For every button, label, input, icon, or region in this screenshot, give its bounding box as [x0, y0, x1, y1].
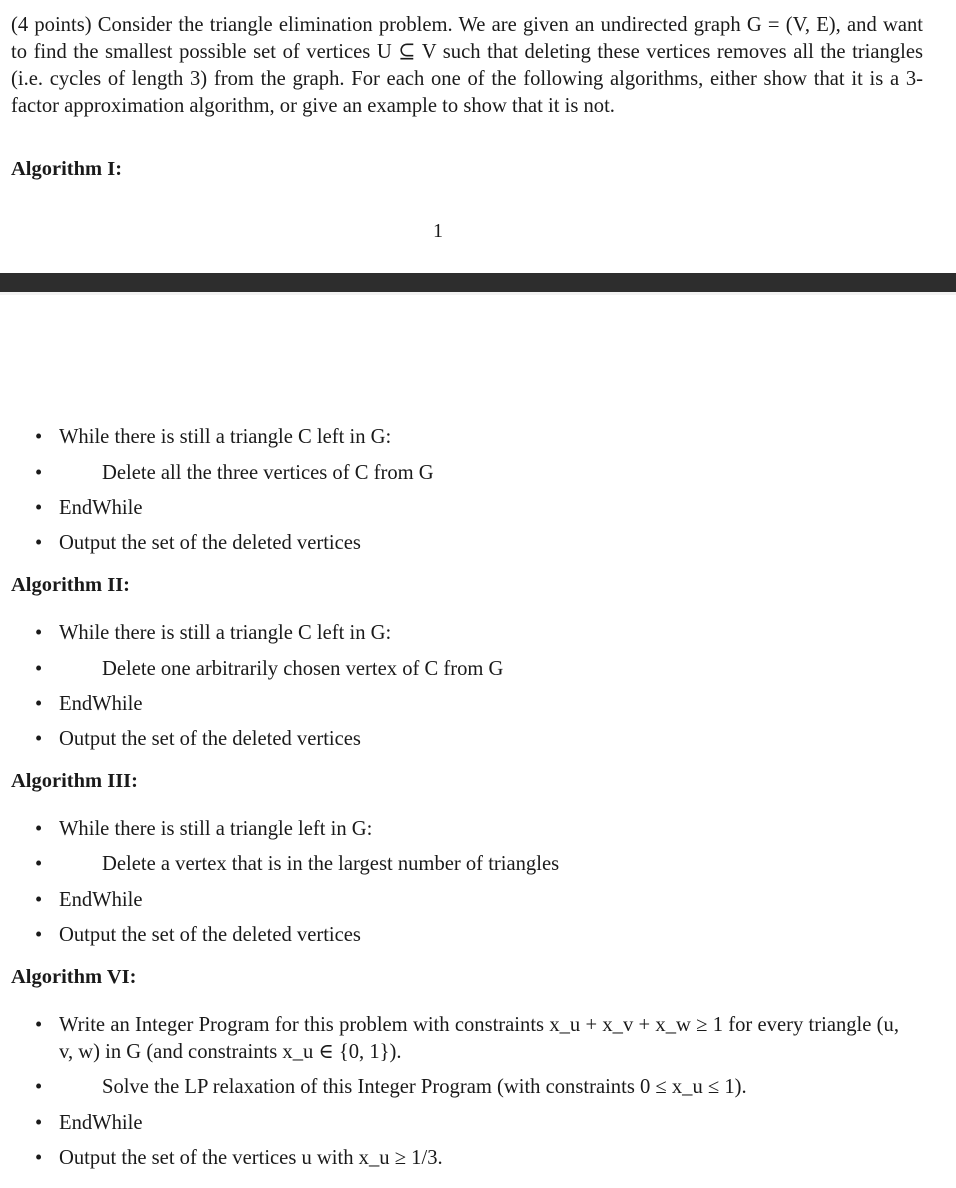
problem-statement: (4 points) Consider the triangle elimination problem. We are given an undirected graph G = (V, E), and want to find the smallest possible set of vertices U ⊆ V such that deleting these vertices removes all the triangles (i.e. cycles of length 3) from the graph. For each one of the following algorithms, either show that it is a 3-factor approximation algorithm, or give an example to show that it is not. — [11, 14, 923, 117]
step-text: Delete one arbitrarily chosen vertex of C from G — [102, 658, 504, 680]
page-break-divider — [0, 273, 956, 292]
step-text: Delete all the three vertices of C from G — [102, 462, 434, 484]
bullet-icon: • — [35, 1076, 43, 1098]
bullet-icon: • — [35, 1112, 43, 1134]
step-text: EndWhile — [59, 889, 143, 911]
bullet-icon: • — [35, 1014, 43, 1036]
bullet-icon: • — [35, 497, 43, 519]
step-text: While there is still a triangle C left in G: — [59, 622, 392, 644]
bullet-icon: • — [35, 889, 43, 911]
step-text: Output the set of the deleted vertices — [59, 532, 361, 554]
step-text: While there is still a triangle left in G: — [59, 818, 373, 840]
step-text: While there is still a triangle C left in G: — [59, 426, 392, 448]
step-text: Delete a vertex that is in the largest number of triangles — [102, 853, 560, 875]
bullet-icon: • — [35, 426, 43, 448]
bullet-icon: • — [35, 924, 43, 946]
step-text: Output the set of the deleted vertices — [59, 728, 361, 750]
bullet-icon: • — [35, 693, 43, 715]
step-text: EndWhile — [59, 497, 143, 519]
algorithm-2-heading: Algorithm II: — [11, 574, 131, 596]
bullet-icon: • — [35, 462, 43, 484]
page-break-gap — [0, 292, 956, 295]
page-number: 1 — [433, 220, 443, 242]
step-text: Output the set of the deleted vertices — [59, 924, 361, 946]
step-text: EndWhile — [59, 693, 143, 715]
bullet-icon: • — [35, 853, 43, 875]
step-text: EndWhile — [59, 1112, 143, 1134]
bullet-icon: • — [35, 532, 43, 554]
step-text: Solve the LP relaxation of this Integer Program (with constraints 0 ≤ x_u ≤ 1). — [102, 1076, 747, 1098]
algorithm-3-heading: Algorithm III: — [11, 770, 138, 792]
algorithm-1-heading: Algorithm I: — [11, 158, 123, 180]
step-text: Write an Integer Program for this problem with constraints x_u + x_v + x_w ≥ 1 for every triangle (u, v, w) in G (and constraints x_u ∈ {0, 1}). — [59, 1014, 899, 1063]
step-text: Output the set of the vertices u with x_u ≥ 1/3. — [59, 1147, 443, 1169]
bullet-icon: • — [35, 1147, 43, 1169]
algorithm-6-heading: Algorithm VI: — [11, 966, 137, 988]
bullet-icon: • — [35, 658, 43, 680]
bullet-icon: • — [35, 728, 43, 750]
bullet-icon: • — [35, 818, 43, 840]
bullet-icon: • — [35, 622, 43, 644]
